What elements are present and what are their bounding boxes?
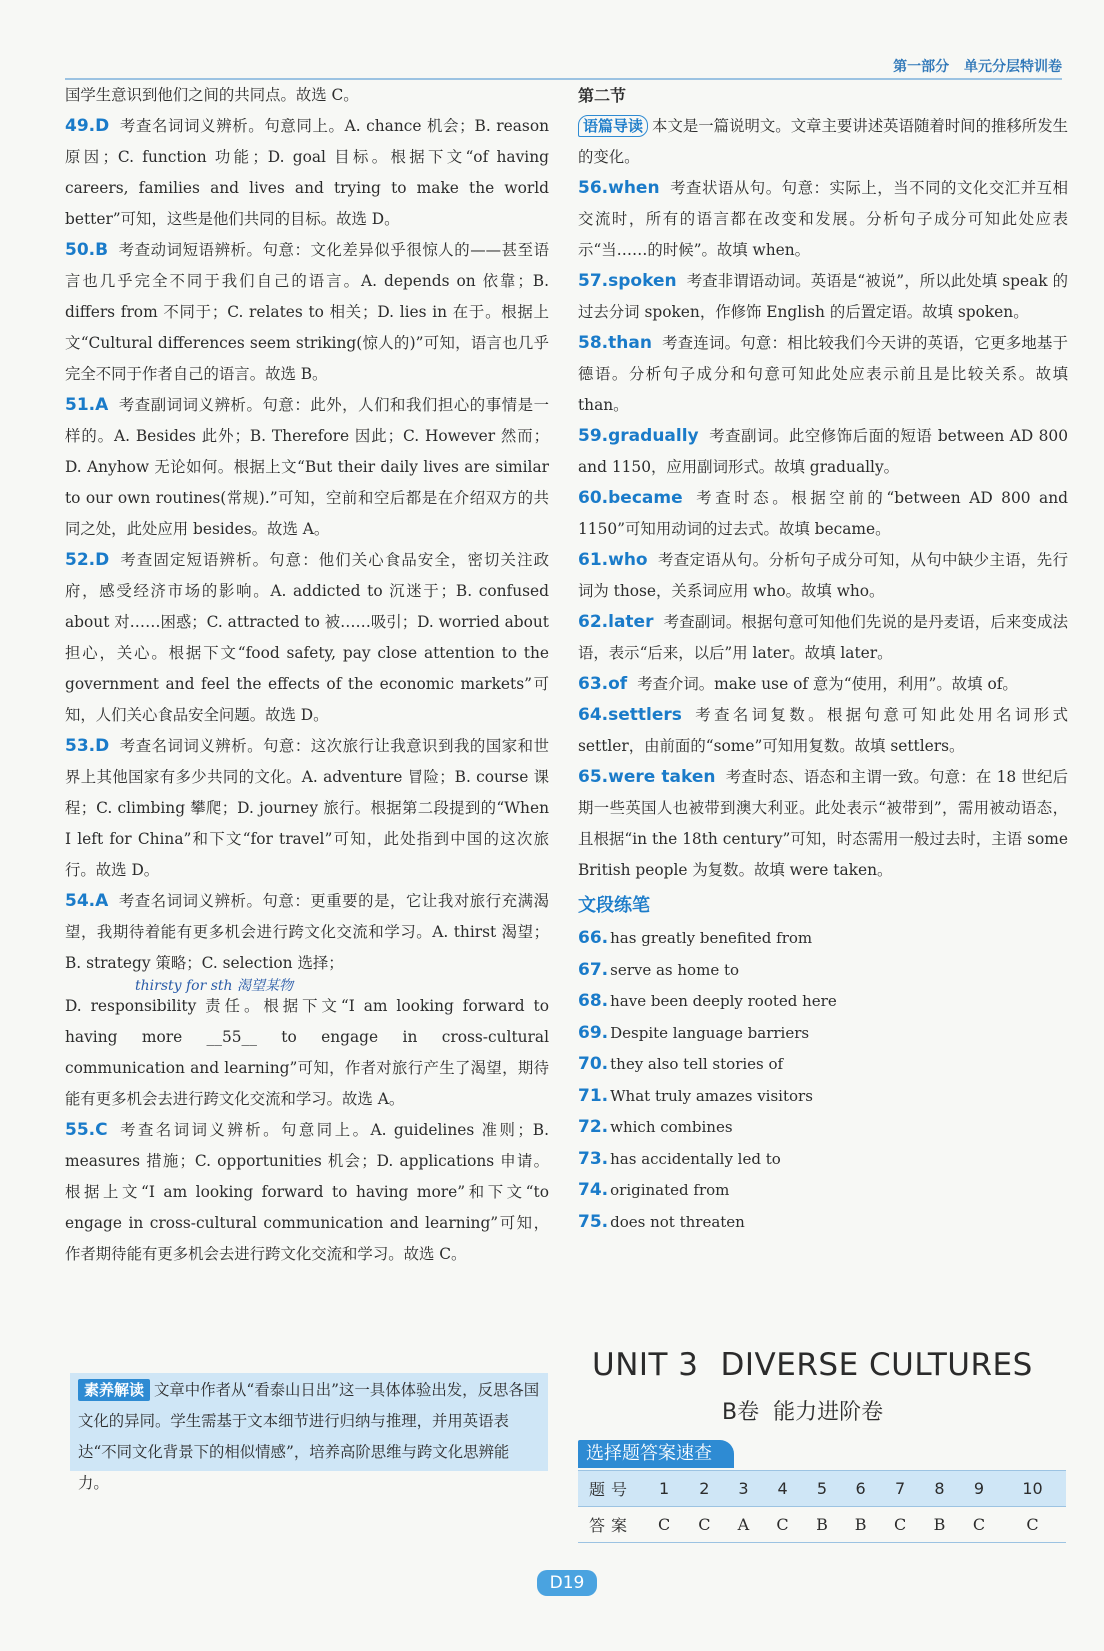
row-label: 题号: [578, 1471, 644, 1507]
writing-item-75: 75. does not threaten: [578, 1211, 745, 1232]
table-cell: 10: [999, 1471, 1066, 1507]
explanation: 考查名词词义辨析。句意同上。A. guidelines 准则；B. measures 措施；C. opportunities 机会；D. applications 申请。根据上文“I am looking forward to having more”和下文“to engage in cross-cultural communication and learning”可知，作者期待能有更多机会去进行跨文化交流和学习。故选 C。: [65, 1121, 549, 1263]
volume-title: [722, 1395, 883, 1426]
item-number: 55.C: [65, 1120, 108, 1140]
table-cell: 4: [762, 1471, 802, 1507]
writing-item-73: 73. has accidentally led to: [578, 1148, 781, 1169]
table-cell: C: [684, 1507, 724, 1543]
volume-name: 能力进阶卷: [773, 1400, 884, 1425]
explanation: 考查连词。句意：相比较我们今天讲的英语，它更多地基于德语。分析句子成分和句意可知此处应表示前且是比较关系。故填 than。: [578, 334, 1068, 414]
answer-table: [578, 1470, 1066, 1543]
table-cell: 2: [684, 1471, 724, 1507]
table-cell: C: [959, 1507, 999, 1543]
answer-row: [578, 1507, 1066, 1543]
answer-item-49: [65, 111, 549, 235]
row-label: 答案: [578, 1507, 644, 1543]
table-cell: B: [841, 1507, 880, 1543]
writing-item-68: 68. have been deeply rooted here: [578, 991, 837, 1011]
answer-item-60: [578, 483, 1068, 545]
discourse-guide: [578, 111, 1068, 173]
explanation: 考查状语从句。句意：实际上，当不同的文化交汇并互相交流时，所有的语言都在改变和发展。分析句子成分可知此处应表示“当……的时候”。故填 when。: [578, 179, 1068, 259]
answer-item-52: [65, 545, 549, 731]
answer-item-62: [578, 607, 1068, 669]
answer-item-65: [578, 762, 1068, 886]
literacy-box: [70, 1373, 548, 1492]
explanation: 考查名词词义辨析。句意：更重要的是，它让我对旅行充满渴望，我期待着能有更多机会进行跨文化交流和学习。A. thirst 渴望；B. strategy 策略；C. selection 选择；: [65, 892, 549, 972]
writing-item-66: 66. has greatly benefited from: [578, 928, 813, 948]
answer-item-55: [65, 1115, 549, 1270]
handwritten-note: thirsty for sth 渴望某物: [135, 978, 294, 994]
table-cell: 7: [880, 1471, 920, 1507]
explanation: 考查名词词义辨析。句意：这次旅行让我意识到我的国家和世界上其他国家有多少共同的文化。A. adventure 冒险；B. course 课程；C. climbing 攀爬；D. journey 旅行。根据第二段提到的“When I left for China”和下文“for travel”可知，此处指到中国的这次旅行。故选 D。: [65, 737, 549, 879]
table-cell: 5: [803, 1471, 842, 1507]
item-number: 65.were taken: [578, 767, 716, 787]
item-number: 63.of: [578, 674, 628, 694]
explanation: 考查名词词义辨析。句意同上。A. chance 机会；B. reason 原因；C. function 功能；D. goal 目标。根据下文“of having careers, families and lives and trying to make the world better”可知，这些是他们共同的目标。故选 D。: [65, 117, 549, 228]
item-number: 60.became: [578, 488, 683, 508]
explanation: 考查副词。根据句意可知他们先说的是丹麦语，后来变成法语，表示“后来，以后”用 later。故填 later。: [578, 613, 1068, 662]
question-number-row: [578, 1471, 1066, 1507]
item-number: 52.D: [65, 550, 110, 570]
answer-item-59: [578, 421, 1068, 483]
answer-item-56: [578, 173, 1068, 266]
answer-item-51: [65, 390, 549, 545]
table-cell: 8: [920, 1471, 959, 1507]
writing-item-69: 69. Despite language barriers: [578, 1022, 810, 1043]
item-number: 62.later: [578, 612, 654, 632]
table-cell: 6: [841, 1471, 880, 1507]
item-number: 54.A: [65, 891, 109, 911]
explanation: 考查副词词义辨析。句意：此外，人们和我们担心的事情是一样的。A. Besides 此外；B. Therefore 因此；C. However 然而；D. Anyhow 无论如何。根据上文“But their daily lives are similar to our own routines(常规).”可知，空前和空后都是在介绍双方的共同之处，此处应用 besides。故选 A。: [65, 396, 549, 538]
literacy-text: 文章中作者从“看泰山日出”这一具体体验出发，反思各国文化的异同。学生需基于文本细节进行归纳与推理，并用英语表达“不同文化背景下的相似情感”，培养高阶思维与跨文化思辨能力。: [78, 1381, 540, 1492]
guide-tag: 语篇导读: [578, 115, 648, 137]
item-number: 57.spoken: [578, 271, 677, 291]
intro-text: 国学生意识到他们之间的共同点。故选 C。: [65, 86, 359, 104]
writing-item-74: 74. originated from: [578, 1180, 730, 1200]
writing-item-71: 71. What truly amazes visitors: [578, 1085, 813, 1106]
writing-practice-title: 文段练笔: [578, 895, 650, 916]
table-cell: C: [644, 1507, 684, 1543]
explanation-continued: D. responsibility 责任。根据下文“I am looking forward to having more __55__ to engage in cross-cultural communication and learning”可知，作者对旅行产生了渴望，期待能有更多机会去进行跨文化交流和学习。故选 A。: [65, 997, 549, 1108]
answer-item-61: [578, 545, 1068, 607]
unit-title: [592, 1347, 1033, 1383]
explanation: 考查名词复数。根据句意可知此处用名词形式 settler，由前面的“some”可知用复数。故填 settlers。: [578, 706, 1068, 755]
unit-name: DIVERSE CULTURES: [720, 1347, 1033, 1383]
item-number: 61.who: [578, 550, 648, 570]
literacy-tag: 素养解读: [78, 1379, 150, 1401]
answer-item-57: [578, 266, 1068, 328]
item-number: 58.than: [578, 333, 652, 353]
explanation: 考查时态。根据空前的“between AD 800 and 1150”可知用动词的过去式。故填 became。: [578, 489, 1068, 538]
table-cell: B: [920, 1507, 959, 1543]
answer-item-63: [578, 669, 1068, 700]
explanation: 考查介词。make use of 意为“使用，利用”。故填 of。: [637, 675, 1018, 693]
writing-item-70: 70. they also tell stories of: [578, 1054, 784, 1074]
item-number: 51.A: [65, 395, 109, 415]
table-cell: 1: [644, 1471, 684, 1507]
guide-text: 本文是一篇说明文。文章主要讲述英语随着时间的推移所发生的变化。: [578, 117, 1068, 166]
table-cell: C: [999, 1507, 1066, 1543]
volume-letter: B卷: [722, 1400, 760, 1425]
item-number: 64.settlers: [578, 705, 682, 725]
unit-label: UNIT 3: [592, 1347, 699, 1383]
header-series: 单元分层特训卷: [964, 59, 1062, 75]
table-cell: 9: [959, 1471, 999, 1507]
answer-item-64: [578, 700, 1068, 762]
answer-item-58: [578, 328, 1068, 421]
table-cell: C: [880, 1507, 920, 1543]
answer-item-50: [65, 235, 549, 390]
page-number: D19: [537, 1570, 597, 1596]
explanation: 考查时态、语态和主谓一致。句意：在 18 世纪后期一些英国人也被带到澳大利亚。此处表示“被带到”，需用被动语态，且根据“in the 18th century”可知，时态需用一般过去时，主语 some British people 为复数。故填 were taken。: [578, 768, 1068, 879]
explanation: 考查动词短语辨析。句意：文化差异似乎很惊人的——甚至语言也几乎完全不同于我们自己的语言。A. depends on 依靠；B. differs from 不同于；C. relates to 相关；D. lies in 在于。根据上文“Cultural differences seem striking(惊人的)”可知，语言也几乎完全不同于作者自己的语言。故选 B。: [65, 241, 549, 383]
page-header: [65, 52, 1062, 80]
explanation: 考查定语从句。分析句子成分可知，从句中缺少主语，先行词为 those，关系词应用 who。故填 who。: [578, 551, 1068, 600]
writing-practice-list: [578, 923, 1068, 1238]
header-part: 第一部分: [893, 59, 950, 75]
item-number: 56.when: [578, 178, 660, 198]
explanation: 考查副词。此空修饰后面的短语 between AD 800 and 1150，应用副词形式。故填 gradually。: [578, 427, 1068, 476]
left-column: [65, 80, 549, 1270]
section-title: 第二节: [578, 86, 627, 105]
item-number: 49.D: [65, 116, 110, 136]
item-number: 50.B: [65, 240, 109, 260]
answer-item-54: [65, 886, 549, 1115]
quick-check-title: 选择题答案速查: [578, 1440, 734, 1468]
table-cell: B: [803, 1507, 842, 1543]
explanation: 考查非谓语动词。英语是“被说”，所以此处填 speak 的过去分词 spoken，作修饰 English 的后置定语。故填 spoken。: [578, 272, 1068, 321]
header-titles: [893, 56, 1062, 76]
table-cell: A: [724, 1507, 762, 1543]
writing-item-72: 72. which combines: [578, 1117, 733, 1137]
answer-item-53: [65, 731, 549, 886]
writing-item-67: 67. serve as home to: [578, 959, 740, 980]
table-cell: C: [762, 1507, 802, 1543]
item-number: 59.gradually: [578, 426, 699, 446]
table-cell: 3: [724, 1471, 762, 1507]
right-column: [578, 80, 1068, 1238]
item-number: 53.D: [65, 736, 110, 756]
explanation: 考查固定短语辨析。句意：他们关心食品安全，密切关注政府，感受经济市场的影响。A. addicted to 沉迷于；B. confused about 对……困惑；C. attracted to 被……吸引；D. worried about 担心，关心。根据下文“food safety, pay close attention to the government and feel the effects of the economic markets”可知，人们关心食品安全问题。故选 D。: [65, 551, 549, 724]
